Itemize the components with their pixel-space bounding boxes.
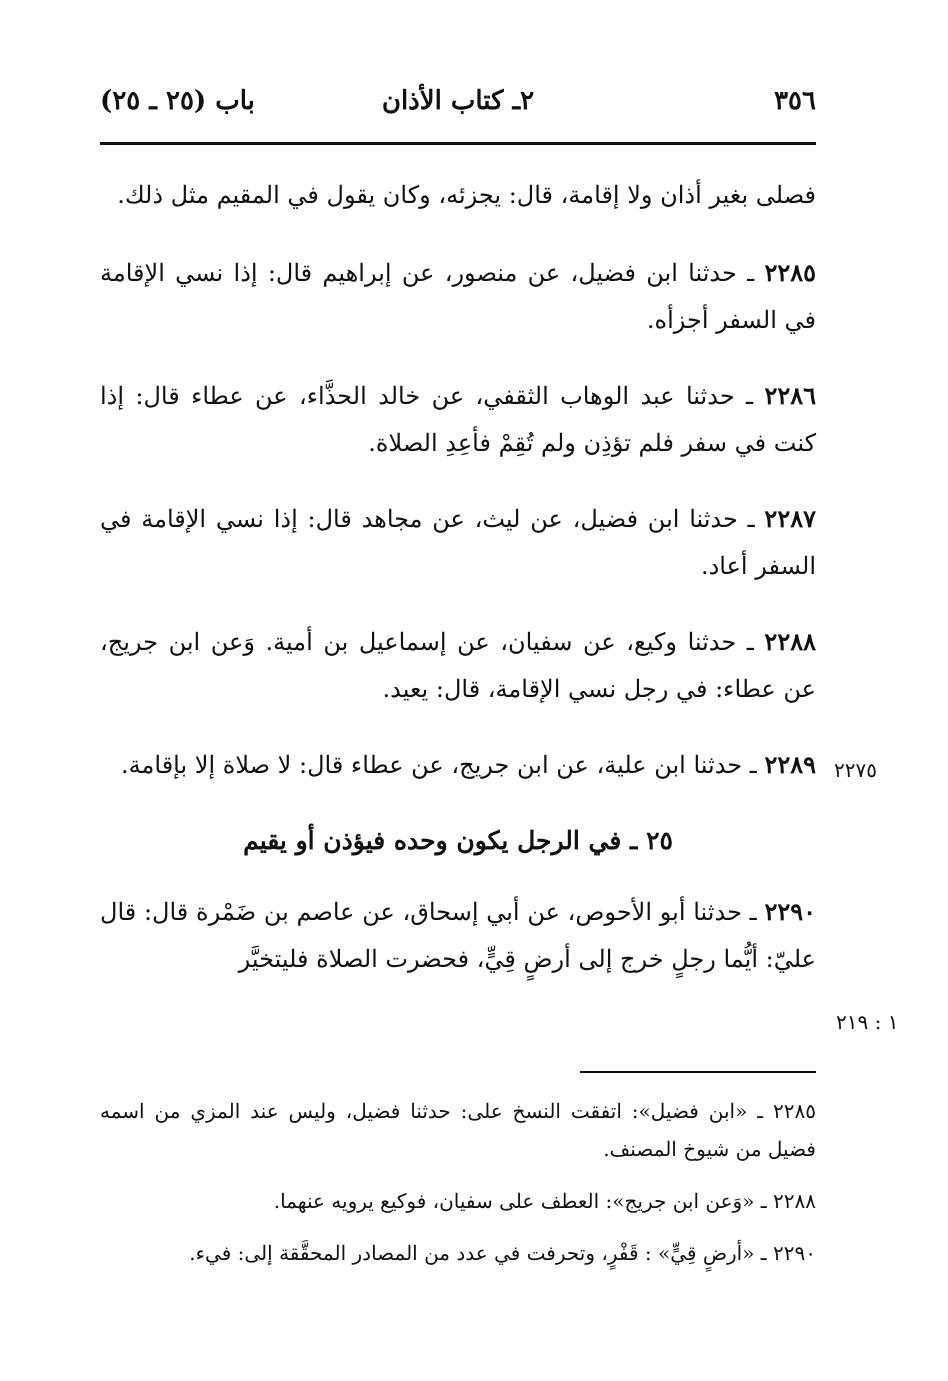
footnote-text: ـ «أرضٍ قِيٍّ» : قَفْرٍ، وتحرفت في عدد من المصادر المحقَّقة إلى: فيء. — [189, 1241, 767, 1265]
margin-cross-reference: ٢٢٧٥ — [834, 758, 877, 782]
footnote-text: ـ «وَعن ابن جريج»: العطف على سفيان، فوكيع يرويه عنهما. — [273, 1189, 767, 1213]
margin-volume-page-reference: ١ : ٢١٩ — [836, 1010, 899, 1034]
hadith-number: ٢٢٨٩ — [764, 750, 816, 779]
hadith-text: ـ حدثنا عبد الوهاب الثقفي، عن خالد الحذَّاء، عن عطاء قال: إذا كنت في سفر فلم تؤذِن ولم تُقِمْ فأعِدِ الصلاة. — [100, 382, 816, 457]
hadith-2287 — [100, 495, 816, 590]
hadith-2290 — [100, 888, 816, 983]
footnotes — [100, 1092, 816, 1286]
continuation-text: فصلى بغير أذان ولا إقامة، قال: يجزئه، وكان يقول في المقيم مثل ذلك. — [117, 181, 816, 209]
footnote-divider — [580, 1071, 816, 1073]
page-header — [100, 86, 816, 126]
hadith-number: ٢٢٨٨ — [764, 627, 816, 656]
hadith-2285 — [100, 249, 816, 344]
chapter-reference: باب (٢٥ ـ ٢٥) — [100, 86, 255, 116]
hadith-text: ـ حدثنا ابن فضيل، عن منصور، عن إبراهيم قال: إذا نسي الإقامة في السفر أجزأه. — [100, 259, 816, 334]
hadith-text: ـ حدثنا أبو الأحوص، عن أبي إسحاق، عن عاصم بن ضَمْرة قال: قال عليّ: أيُّما رجلٍ خرج إلى أرضٍ قِيٍّ، فحضرت الصلاة فليتخيَّر — [100, 898, 816, 973]
hadith-number: ٢٢٩٠ — [764, 897, 816, 926]
hadith-2288 — [100, 618, 816, 713]
hadith-number: ٢٢٨٥ — [764, 258, 816, 287]
footnote-text: ـ «ابن فضيل»: اتفقت النسخ على: حدثنا فضيل، وليس عند المزي من اسمه فضيل من شيوخ المصنف. — [100, 1099, 816, 1161]
page-number: ٣٥٦ — [774, 86, 816, 116]
footnote-number: ٢٢٨٥ — [773, 1099, 817, 1123]
hadith-number: ٢٢٨٦ — [764, 381, 816, 410]
hadith-2289 — [100, 741, 816, 789]
hadith-number: ٢٢٨٧ — [764, 504, 816, 533]
footnote-2285 — [100, 1092, 816, 1168]
hadith-2286 — [100, 372, 816, 467]
hadith-text: ـ حدثنا ابن فضيل، عن ليث، عن مجاهد قال: إذا نسي الإقامة في السفر أعاد. — [100, 505, 816, 580]
section-heading: ٢٥ ـ في الرجل يكون وحده فيؤذن أو يقيم — [243, 826, 673, 855]
footnote-2290 — [100, 1234, 816, 1272]
header-divider — [100, 142, 816, 145]
footnote-number: ٢٢٩٠ — [773, 1241, 816, 1265]
hadith-text: ـ حدثنا وكيع، عن سفيان، عن إسماعيل بن أمية. وَعن ابن جريج، عن عطاء: في رجل نسي الإقامة، قال: يعيد. — [100, 628, 816, 703]
book-title: ٢ـ كتاب الأذان — [381, 86, 535, 116]
main-text — [100, 172, 816, 1011]
footnote-number: ٢٢٨٨ — [773, 1189, 816, 1213]
hadith-text: ـ حدثنا ابن علية، عن ابن جريج، عن عطاء قال: لا صلاة إلا بإقامة. — [121, 751, 757, 779]
footnote-2288 — [100, 1182, 816, 1220]
